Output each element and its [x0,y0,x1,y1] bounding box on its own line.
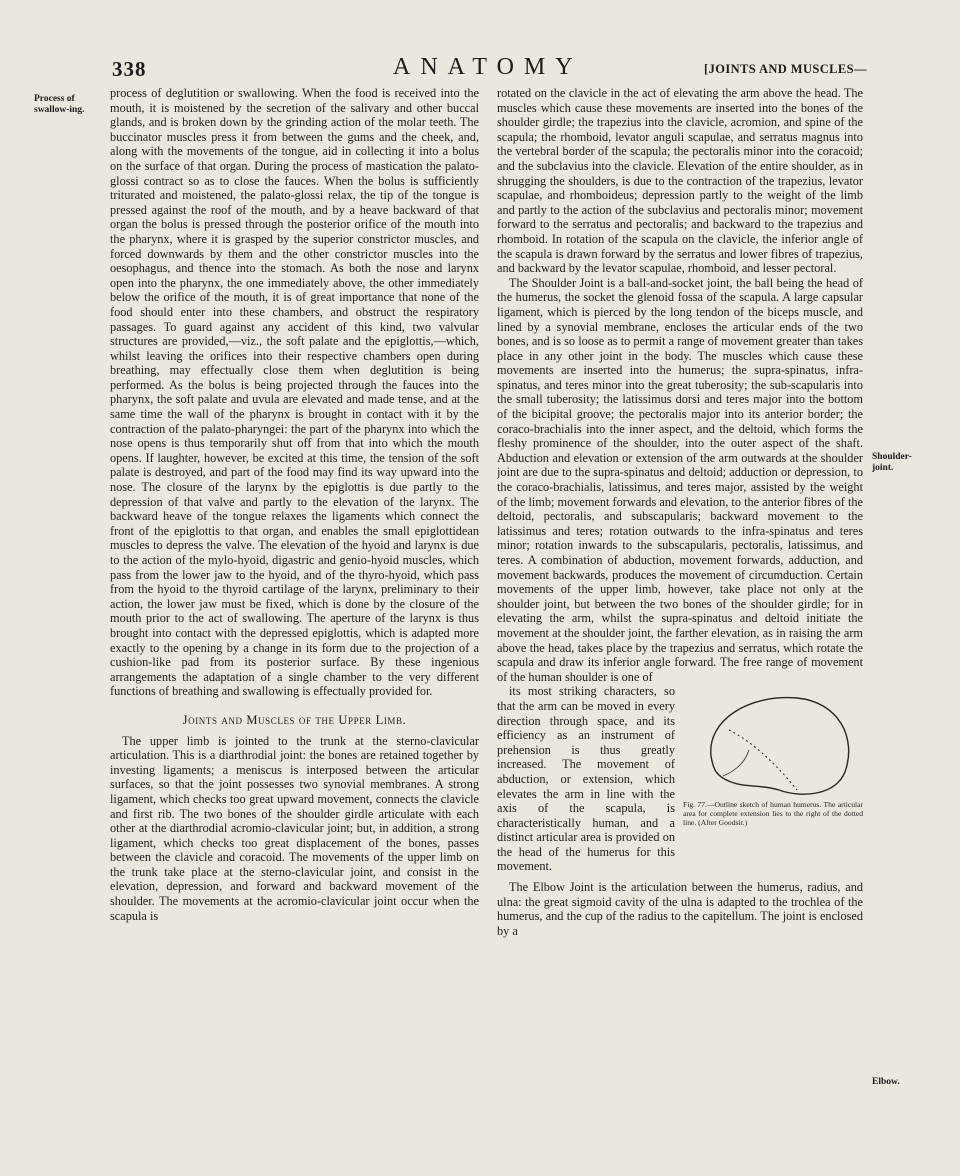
subheading-upper-limb: Joints and Muscles of the Upper Limb. [182,712,407,727]
paragraph-sterno-clavicular: The upper limb is jointed to the trunk at the sterno-clavicular articulation. This is a diarthrodial joint: the bones are retained together by investing ligaments; a meniscus is interposed between the articular surfaces, so that the joint possesses two synovial membranes. A strong ligament, which checks too great upward movement, connects the clavicle and first rib. The two bones of the shoulder girdle articulate with each other at the diarthrodial acromio-clavicular joint; but, in addition, a strong ligament, which checks too great displacement of the bones, passes between the clavicle and coracoid. The movements of the upper limb on the trunk take place at the sterno-clavicular joint, and consist in the elevation, depression, and forward and backward movement of the shoulder. The movements at the acromio-clavicular joint occur when the scapula is [110,733,479,923]
paragraph-scapula-rotation: rotated on the clavicle in the act of elevating the arm above the head. The muscles which cause these movements are inserted into the bones of the shoulder girdle; the trapezius into the clavicle, acromion, and spine of the scapula; the rhomboid, levator anguli scapulae, and serratus magnus into the vertebral border of the scapula; the pectoralis minor into the coracoid; and the subclavius into the clavicle. Elevation of the entire shoulder, as in shrugging the shoulders, is due to the contraction of the trapezius, levator scapulae, and rhomboideus; depression partly to the weight of the limb and partly to the action of the subclavius and pectoralis minor; movement forward to the serratus and pectoralis; and backward to the trapezius and rhomboid. In rotation of the scapula on the clavicle, the inferior angle of the scapula is drawn forward by the serratus and lower fibres of trapezius, and backward by the levator scapulae, rhomboid, and lesser pectoral. [497,86,863,276]
margin-note-elbow: Elbow. [872,1077,900,1087]
left-column [110,86,479,1161]
margin-note-swallowing: Process of swallow-ing. [34,94,85,115]
margin-note-shoulder: Shoulder-joint. [872,452,912,473]
paragraph-deglutition: process of deglutition or swallowing. When the food is received into the mouth, it is moistened by the secretion of the salivary and other buccal glands, and is broken down by the grinding action of the molar teeth. The buccinator muscles press it from between the gums and the cheek, and, along with the movements of the tongue, aid in collecting it into a bolus on the surface of that organ. During the process of mastication the palato-glossi contract so as to close the fauces. When the bolus is sufficiently triturated and moistened, the palato-glossi relax, the tip of the tongue is pressed against the roof of the mouth, and by a heave backward of that organ the bolus is pressed through the posterior orifice of the mouth into the pharynx, where it is grasped by the superior constrictor muscles, and forced downwards by them and the other constrictor muscles into the oesophagus, and thence into the stomach. As both the nose and larynx open into the pharynx, the one immediately above, the other immediately below the orifice of the mouth, it is of great importance that none of the food should enter into these chambers, and obstruct the respiratory passages. To guard against any accident of this kind, two valvular structures are provided,—viz., the soft palate and the epiglottis,—which, whilst leaving the orifices into their respective chambers open during breathing, may effectually close them when deglutition is being performed. As the bolus is being projected through the fauces into the pharynx, the soft palate and uvula are elevated and made tense, and at the same time the wall of the pharynx is brought in contact with it by the contraction of the palato-pharyngei: the part of the pharynx into which the nose opens is thus temporarily shut off from that into which the mouth opens. If laughter, however, be excited at this time, the tension of the soft palate is destroyed, and part of the food may find its way upward into the nose. The closure of the larynx by the epiglottis is due partly to the depression of that valve and partly to the elevation of the larynx. The backward heave of the tongue relaxes the ligaments which connect the front of the epiglottis to that organ, and enables the small epiglottidean muscles to depress the valve. The elevation of the hyoid and larynx is due to the action of the mylo-hyoid, digastric and genio-hyoid muscles, which pass from the lower jaw to the hyoid, and of the thyro-hyoid, which pass from the hyoid to the thyroid cartilage of the larynx, preliminary to their action, the lower jaw must be fixed, which is done by the closure of the mouth prior to the act of swallowing. The aperture of the larynx is thus brought into contact with the depressed epiglottis, which is adapted more exactly to the opening by a change in its form due to the projection of a cushion-like pad from its posterior surface. By these ingenious arrangements the adaptation of a single chamber to the very different functions of breathing and swallowing is effectually provided for. [110,86,479,699]
figure-caption: Fig. 77.—Outline sketch of human humerus. The articular area for complete extension lies to the right of the dotted line. (After Goodsir.) [683,800,863,828]
section-heading: [JOINTS AND MUSCLES— [704,62,867,76]
paragraph-characters: its most striking characters, so that the arm can be moved in every direction through space, and its efficiency as an instrument of prehension is thus greatly increased. The movement of abduction, or extension, which elevates the arm in line with the axis of the scapula, is characteristically human, and a distinct articular area is provided on the head of the humerus for this movement. [497,684,675,874]
page-number: 338 [112,57,147,81]
paragraph-shoulder-joint: The Shoulder Joint is a ball-and-socket joint, the ball being the head of the humerus, the socket the glenoid fossa of the scapula. A large capsular ligament, which is pierced by the long tendon of the biceps muscle, and lined by a synovial membrane, encloses the articular ends of the two bones, and is so loose as to permit a range of movement greater than takes place in any other joint in the body. The muscles which cause these movements are inserted into the humerus; the supra-spinatus, infra-spinatus, and teres minor into the great tuberosity; the sub-scapularis into the small tuberosity; the latissimus dorsi and teres major into the bottom of the bicipital groove; the pectoralis major into its anterior border; the coraco-brachialis into the inner aspect, and the deltoid, which forms the fleshy prominence of the shoulder, into the outer aspect of the shaft. Abduction and elevation or extension of the arm outwards at the shoulder joint are due to the supra-spinatus and deltoid; adduction or depression, to the coraco-brachialis, latissimus, and teres major, assisted by the weight of the limb; movement forwards and elevation, to the anterior fibres of the deltoid, pectoralis, and subscapularis; backward movement to the latissimus and teres; rotation outwards to the infra-spinatus and teres minor; rotation inwards to the subscapularis, pectoralis, latissimus, and teres. A combination of abduction, movement forwards, adduction, and movement backwards, produces the movement of circumduction. Certain movements of the upper limb, however, take place not only at the shoulder joint, but between the two bones of the shoulder girdle; for in elevating the arm, whilst the supra-spinatus and deltoid initiate the movement at the shoulder joint, the farther elevation, as in raising the arm above the head, takes place by the trapezius and serratus, which rotate the scapula and draw its inferior angle forward. The free range of movement of the human shoulder is one of [497,275,863,684]
right-column [497,86,863,1171]
humerus-outline-drawing [689,690,857,800]
running-title: ANATOMY [393,54,583,80]
paragraph-elbow-joint: The Elbow Joint is the articulation between the humerus, radius, and ulna: the great sigmoid cavity of the ulna is adapted to the trochlea of the humerus, and the cup of the radius to the capitellum. The joint is enclosed by a [497,880,863,938]
figure-humerus [683,688,863,844]
